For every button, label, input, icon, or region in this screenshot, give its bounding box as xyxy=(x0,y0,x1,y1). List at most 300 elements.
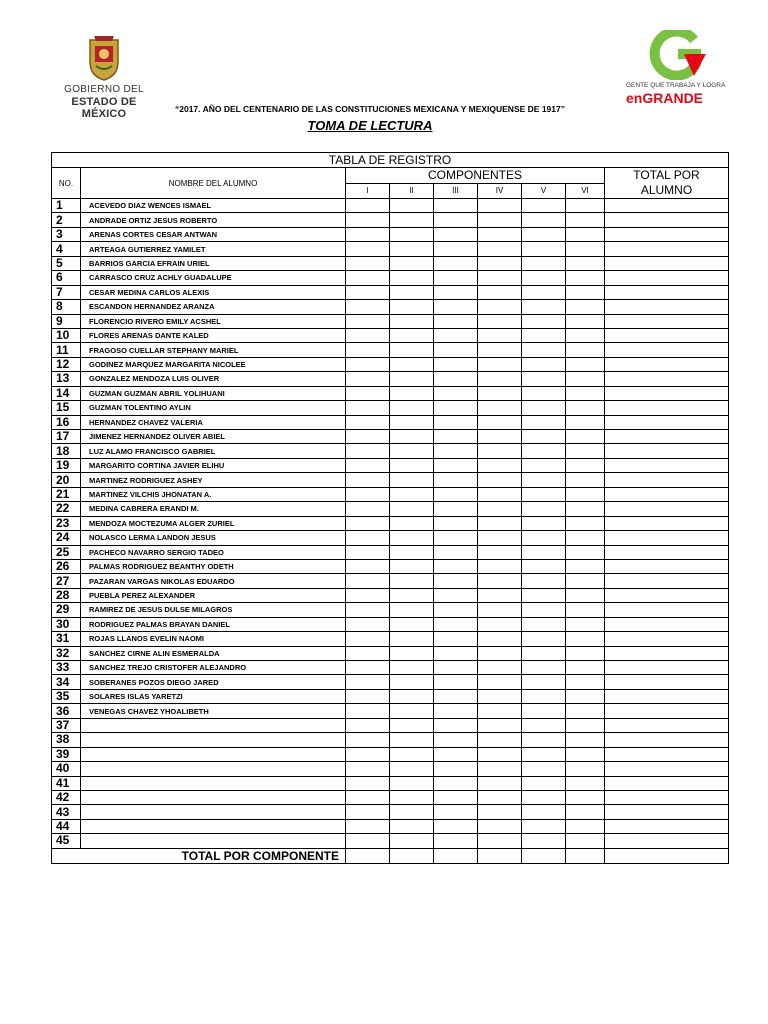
score-cell[interactable] xyxy=(478,516,522,530)
score-cell[interactable] xyxy=(566,256,605,270)
total-cell[interactable] xyxy=(605,213,729,227)
score-cell[interactable] xyxy=(434,357,478,371)
score-cell[interactable] xyxy=(566,271,605,285)
score-cell[interactable] xyxy=(346,559,390,573)
component-total-cell[interactable] xyxy=(522,848,566,863)
score-cell[interactable] xyxy=(346,430,390,444)
score-cell[interactable] xyxy=(566,834,605,848)
score-cell[interactable] xyxy=(478,733,522,747)
score-cell[interactable] xyxy=(346,675,390,689)
score-cell[interactable] xyxy=(434,271,478,285)
score-cell[interactable] xyxy=(478,285,522,299)
score-cell[interactable] xyxy=(566,689,605,703)
total-cell[interactable] xyxy=(605,545,729,559)
score-cell[interactable] xyxy=(390,747,434,761)
score-cell[interactable] xyxy=(346,747,390,761)
total-cell[interactable] xyxy=(605,502,729,516)
score-cell[interactable] xyxy=(522,805,566,819)
score-cell[interactable] xyxy=(566,386,605,400)
total-cell[interactable] xyxy=(605,661,729,675)
score-cell[interactable] xyxy=(566,458,605,472)
score-cell[interactable] xyxy=(390,343,434,357)
score-cell[interactable] xyxy=(566,805,605,819)
score-cell[interactable] xyxy=(566,588,605,602)
score-cell[interactable] xyxy=(434,632,478,646)
score-cell[interactable] xyxy=(566,328,605,342)
score-cell[interactable] xyxy=(346,458,390,472)
total-cell[interactable] xyxy=(605,285,729,299)
score-cell[interactable] xyxy=(522,473,566,487)
score-cell[interactable] xyxy=(566,502,605,516)
score-cell[interactable] xyxy=(390,559,434,573)
score-cell[interactable] xyxy=(346,689,390,703)
score-cell[interactable] xyxy=(566,617,605,631)
score-cell[interactable] xyxy=(522,227,566,241)
score-cell[interactable] xyxy=(390,444,434,458)
score-cell[interactable] xyxy=(346,502,390,516)
score-cell[interactable] xyxy=(566,718,605,732)
score-cell[interactable] xyxy=(390,314,434,328)
score-cell[interactable] xyxy=(346,661,390,675)
score-cell[interactable] xyxy=(434,531,478,545)
score-cell[interactable] xyxy=(522,386,566,400)
total-cell[interactable] xyxy=(605,386,729,400)
score-cell[interactable] xyxy=(346,588,390,602)
score-cell[interactable] xyxy=(434,415,478,429)
score-cell[interactable] xyxy=(434,502,478,516)
total-cell[interactable] xyxy=(605,819,729,833)
score-cell[interactable] xyxy=(522,458,566,472)
score-cell[interactable] xyxy=(478,531,522,545)
score-cell[interactable] xyxy=(566,473,605,487)
score-cell[interactable] xyxy=(478,574,522,588)
score-cell[interactable] xyxy=(522,343,566,357)
score-cell[interactable] xyxy=(478,256,522,270)
score-cell[interactable] xyxy=(434,689,478,703)
component-total-cell[interactable] xyxy=(478,848,522,863)
score-cell[interactable] xyxy=(566,357,605,371)
score-cell[interactable] xyxy=(346,300,390,314)
score-cell[interactable] xyxy=(478,199,522,213)
score-cell[interactable] xyxy=(566,646,605,660)
score-cell[interactable] xyxy=(566,343,605,357)
score-cell[interactable] xyxy=(522,747,566,761)
score-cell[interactable] xyxy=(434,328,478,342)
score-cell[interactable] xyxy=(434,256,478,270)
score-cell[interactable] xyxy=(390,588,434,602)
total-cell[interactable] xyxy=(605,762,729,776)
total-cell[interactable] xyxy=(605,357,729,371)
score-cell[interactable] xyxy=(522,632,566,646)
score-cell[interactable] xyxy=(346,401,390,415)
total-cell[interactable] xyxy=(605,790,729,804)
score-cell[interactable] xyxy=(478,805,522,819)
score-cell[interactable] xyxy=(522,430,566,444)
score-cell[interactable] xyxy=(390,531,434,545)
total-cell[interactable] xyxy=(605,559,729,573)
score-cell[interactable] xyxy=(478,271,522,285)
score-cell[interactable] xyxy=(390,603,434,617)
score-cell[interactable] xyxy=(566,314,605,328)
score-cell[interactable] xyxy=(522,661,566,675)
total-cell[interactable] xyxy=(605,314,729,328)
score-cell[interactable] xyxy=(522,372,566,386)
score-cell[interactable] xyxy=(522,689,566,703)
score-cell[interactable] xyxy=(478,430,522,444)
total-cell[interactable] xyxy=(605,300,729,314)
component-total-cell[interactable] xyxy=(346,848,390,863)
score-cell[interactable] xyxy=(478,661,522,675)
score-cell[interactable] xyxy=(478,559,522,573)
score-cell[interactable] xyxy=(478,314,522,328)
score-cell[interactable] xyxy=(346,242,390,256)
score-cell[interactable] xyxy=(566,227,605,241)
total-cell[interactable] xyxy=(605,733,729,747)
total-cell[interactable] xyxy=(605,487,729,501)
score-cell[interactable] xyxy=(522,357,566,371)
score-cell[interactable] xyxy=(346,357,390,371)
total-cell[interactable] xyxy=(605,242,729,256)
score-cell[interactable] xyxy=(346,617,390,631)
score-cell[interactable] xyxy=(346,256,390,270)
score-cell[interactable] xyxy=(390,401,434,415)
score-cell[interactable] xyxy=(434,227,478,241)
score-cell[interactable] xyxy=(390,372,434,386)
score-cell[interactable] xyxy=(390,805,434,819)
score-cell[interactable] xyxy=(522,487,566,501)
score-cell[interactable] xyxy=(346,444,390,458)
score-cell[interactable] xyxy=(566,704,605,718)
score-cell[interactable] xyxy=(434,314,478,328)
score-cell[interactable] xyxy=(346,834,390,848)
score-cell[interactable] xyxy=(522,271,566,285)
score-cell[interactable] xyxy=(390,819,434,833)
score-cell[interactable] xyxy=(434,704,478,718)
score-cell[interactable] xyxy=(566,632,605,646)
score-cell[interactable] xyxy=(346,805,390,819)
score-cell[interactable] xyxy=(390,718,434,732)
score-cell[interactable] xyxy=(390,574,434,588)
score-cell[interactable] xyxy=(522,502,566,516)
score-cell[interactable] xyxy=(346,199,390,213)
score-cell[interactable] xyxy=(522,300,566,314)
total-cell[interactable] xyxy=(605,227,729,241)
score-cell[interactable] xyxy=(346,718,390,732)
score-cell[interactable] xyxy=(434,242,478,256)
score-cell[interactable] xyxy=(390,473,434,487)
score-cell[interactable] xyxy=(478,834,522,848)
score-cell[interactable] xyxy=(478,473,522,487)
score-cell[interactable] xyxy=(346,574,390,588)
score-cell[interactable] xyxy=(522,242,566,256)
total-cell[interactable] xyxy=(605,588,729,602)
score-cell[interactable] xyxy=(522,834,566,848)
score-cell[interactable] xyxy=(478,603,522,617)
score-cell[interactable] xyxy=(434,444,478,458)
score-cell[interactable] xyxy=(522,559,566,573)
score-cell[interactable] xyxy=(522,675,566,689)
score-cell[interactable] xyxy=(346,213,390,227)
score-cell[interactable] xyxy=(478,401,522,415)
total-cell[interactable] xyxy=(605,834,729,848)
score-cell[interactable] xyxy=(478,704,522,718)
score-cell[interactable] xyxy=(522,444,566,458)
score-cell[interactable] xyxy=(434,762,478,776)
total-cell[interactable] xyxy=(605,675,729,689)
score-cell[interactable] xyxy=(566,545,605,559)
score-cell[interactable] xyxy=(390,776,434,790)
score-cell[interactable] xyxy=(390,328,434,342)
score-cell[interactable] xyxy=(522,545,566,559)
score-cell[interactable] xyxy=(434,487,478,501)
score-cell[interactable] xyxy=(478,646,522,660)
score-cell[interactable] xyxy=(522,256,566,270)
score-cell[interactable] xyxy=(434,646,478,660)
score-cell[interactable] xyxy=(478,372,522,386)
score-cell[interactable] xyxy=(346,762,390,776)
score-cell[interactable] xyxy=(522,328,566,342)
total-cell[interactable] xyxy=(605,444,729,458)
total-cell[interactable] xyxy=(605,574,729,588)
score-cell[interactable] xyxy=(478,790,522,804)
score-cell[interactable] xyxy=(522,733,566,747)
score-cell[interactable] xyxy=(434,574,478,588)
total-cell[interactable] xyxy=(605,328,729,342)
score-cell[interactable] xyxy=(434,661,478,675)
score-cell[interactable] xyxy=(390,790,434,804)
score-cell[interactable] xyxy=(390,271,434,285)
total-cell[interactable] xyxy=(605,473,729,487)
total-cell[interactable] xyxy=(605,372,729,386)
total-cell[interactable] xyxy=(605,646,729,660)
score-cell[interactable] xyxy=(346,372,390,386)
score-cell[interactable] xyxy=(478,718,522,732)
score-cell[interactable] xyxy=(390,242,434,256)
score-cell[interactable] xyxy=(478,632,522,646)
score-cell[interactable] xyxy=(390,632,434,646)
score-cell[interactable] xyxy=(566,415,605,429)
score-cell[interactable] xyxy=(434,675,478,689)
total-cell[interactable] xyxy=(605,617,729,631)
score-cell[interactable] xyxy=(566,401,605,415)
score-cell[interactable] xyxy=(390,227,434,241)
score-cell[interactable] xyxy=(478,227,522,241)
score-cell[interactable] xyxy=(478,343,522,357)
score-cell[interactable] xyxy=(390,357,434,371)
total-cell[interactable] xyxy=(605,603,729,617)
score-cell[interactable] xyxy=(346,328,390,342)
score-cell[interactable] xyxy=(434,834,478,848)
score-cell[interactable] xyxy=(566,285,605,299)
score-cell[interactable] xyxy=(522,588,566,602)
total-cell[interactable] xyxy=(605,531,729,545)
score-cell[interactable] xyxy=(522,776,566,790)
score-cell[interactable] xyxy=(434,213,478,227)
score-cell[interactable] xyxy=(390,646,434,660)
score-cell[interactable] xyxy=(434,776,478,790)
score-cell[interactable] xyxy=(390,213,434,227)
score-cell[interactable] xyxy=(522,285,566,299)
score-cell[interactable] xyxy=(478,415,522,429)
score-cell[interactable] xyxy=(390,502,434,516)
score-cell[interactable] xyxy=(566,762,605,776)
score-cell[interactable] xyxy=(478,588,522,602)
score-cell[interactable] xyxy=(434,790,478,804)
score-cell[interactable] xyxy=(434,300,478,314)
score-cell[interactable] xyxy=(434,386,478,400)
total-cell[interactable] xyxy=(605,805,729,819)
score-cell[interactable] xyxy=(566,531,605,545)
score-cell[interactable] xyxy=(566,603,605,617)
score-cell[interactable] xyxy=(566,444,605,458)
score-cell[interactable] xyxy=(434,747,478,761)
score-cell[interactable] xyxy=(346,704,390,718)
score-cell[interactable] xyxy=(566,776,605,790)
score-cell[interactable] xyxy=(522,314,566,328)
score-cell[interactable] xyxy=(478,776,522,790)
score-cell[interactable] xyxy=(390,415,434,429)
score-cell[interactable] xyxy=(522,646,566,660)
score-cell[interactable] xyxy=(434,819,478,833)
score-cell[interactable] xyxy=(478,444,522,458)
score-cell[interactable] xyxy=(566,733,605,747)
component-total-cell[interactable] xyxy=(566,848,605,863)
score-cell[interactable] xyxy=(478,545,522,559)
score-cell[interactable] xyxy=(434,617,478,631)
score-cell[interactable] xyxy=(478,819,522,833)
score-cell[interactable] xyxy=(434,401,478,415)
score-cell[interactable] xyxy=(478,487,522,501)
total-cell[interactable] xyxy=(605,632,729,646)
score-cell[interactable] xyxy=(478,357,522,371)
score-cell[interactable] xyxy=(566,819,605,833)
score-cell[interactable] xyxy=(478,458,522,472)
total-cell[interactable] xyxy=(605,430,729,444)
score-cell[interactable] xyxy=(434,588,478,602)
score-cell[interactable] xyxy=(434,603,478,617)
score-cell[interactable] xyxy=(346,516,390,530)
score-cell[interactable] xyxy=(346,343,390,357)
score-cell[interactable] xyxy=(434,473,478,487)
score-cell[interactable] xyxy=(566,487,605,501)
score-cell[interactable] xyxy=(434,805,478,819)
score-cell[interactable] xyxy=(390,487,434,501)
score-cell[interactable] xyxy=(478,502,522,516)
score-cell[interactable] xyxy=(346,819,390,833)
score-cell[interactable] xyxy=(566,213,605,227)
component-total-cell[interactable] xyxy=(605,848,729,863)
score-cell[interactable] xyxy=(346,790,390,804)
score-cell[interactable] xyxy=(478,689,522,703)
score-cell[interactable] xyxy=(522,199,566,213)
score-cell[interactable] xyxy=(566,300,605,314)
score-cell[interactable] xyxy=(522,617,566,631)
score-cell[interactable] xyxy=(434,559,478,573)
score-cell[interactable] xyxy=(566,430,605,444)
total-cell[interactable] xyxy=(605,458,729,472)
score-cell[interactable] xyxy=(522,213,566,227)
score-cell[interactable] xyxy=(390,762,434,776)
score-cell[interactable] xyxy=(522,603,566,617)
total-cell[interactable] xyxy=(605,718,729,732)
score-cell[interactable] xyxy=(390,458,434,472)
score-cell[interactable] xyxy=(478,300,522,314)
score-cell[interactable] xyxy=(522,790,566,804)
score-cell[interactable] xyxy=(346,285,390,299)
score-cell[interactable] xyxy=(522,718,566,732)
score-cell[interactable] xyxy=(566,516,605,530)
score-cell[interactable] xyxy=(346,632,390,646)
score-cell[interactable] xyxy=(566,199,605,213)
score-cell[interactable] xyxy=(390,675,434,689)
score-cell[interactable] xyxy=(390,661,434,675)
score-cell[interactable] xyxy=(522,704,566,718)
score-cell[interactable] xyxy=(478,675,522,689)
score-cell[interactable] xyxy=(346,473,390,487)
score-cell[interactable] xyxy=(434,516,478,530)
score-cell[interactable] xyxy=(566,559,605,573)
score-cell[interactable] xyxy=(346,531,390,545)
score-cell[interactable] xyxy=(522,762,566,776)
total-cell[interactable] xyxy=(605,256,729,270)
score-cell[interactable] xyxy=(390,545,434,559)
score-cell[interactable] xyxy=(346,227,390,241)
score-cell[interactable] xyxy=(346,776,390,790)
score-cell[interactable] xyxy=(390,285,434,299)
score-cell[interactable] xyxy=(478,747,522,761)
score-cell[interactable] xyxy=(346,386,390,400)
total-cell[interactable] xyxy=(605,415,729,429)
score-cell[interactable] xyxy=(434,430,478,444)
score-cell[interactable] xyxy=(566,372,605,386)
total-cell[interactable] xyxy=(605,199,729,213)
score-cell[interactable] xyxy=(346,415,390,429)
score-cell[interactable] xyxy=(566,790,605,804)
total-cell[interactable] xyxy=(605,516,729,530)
score-cell[interactable] xyxy=(478,242,522,256)
score-cell[interactable] xyxy=(478,328,522,342)
score-cell[interactable] xyxy=(390,300,434,314)
score-cell[interactable] xyxy=(390,516,434,530)
total-cell[interactable] xyxy=(605,776,729,790)
score-cell[interactable] xyxy=(390,199,434,213)
score-cell[interactable] xyxy=(566,675,605,689)
score-cell[interactable] xyxy=(522,516,566,530)
score-cell[interactable] xyxy=(522,819,566,833)
score-cell[interactable] xyxy=(390,617,434,631)
score-cell[interactable] xyxy=(390,689,434,703)
score-cell[interactable] xyxy=(434,458,478,472)
score-cell[interactable] xyxy=(346,646,390,660)
score-cell[interactable] xyxy=(566,574,605,588)
total-cell[interactable] xyxy=(605,747,729,761)
score-cell[interactable] xyxy=(346,733,390,747)
score-cell[interactable] xyxy=(346,271,390,285)
score-cell[interactable] xyxy=(346,487,390,501)
score-cell[interactable] xyxy=(434,199,478,213)
score-cell[interactable] xyxy=(522,415,566,429)
score-cell[interactable] xyxy=(346,314,390,328)
score-cell[interactable] xyxy=(434,285,478,299)
score-cell[interactable] xyxy=(566,661,605,675)
score-cell[interactable] xyxy=(478,617,522,631)
total-cell[interactable] xyxy=(605,704,729,718)
total-cell[interactable] xyxy=(605,401,729,415)
score-cell[interactable] xyxy=(390,386,434,400)
score-cell[interactable] xyxy=(566,242,605,256)
score-cell[interactable] xyxy=(522,574,566,588)
score-cell[interactable] xyxy=(478,762,522,776)
